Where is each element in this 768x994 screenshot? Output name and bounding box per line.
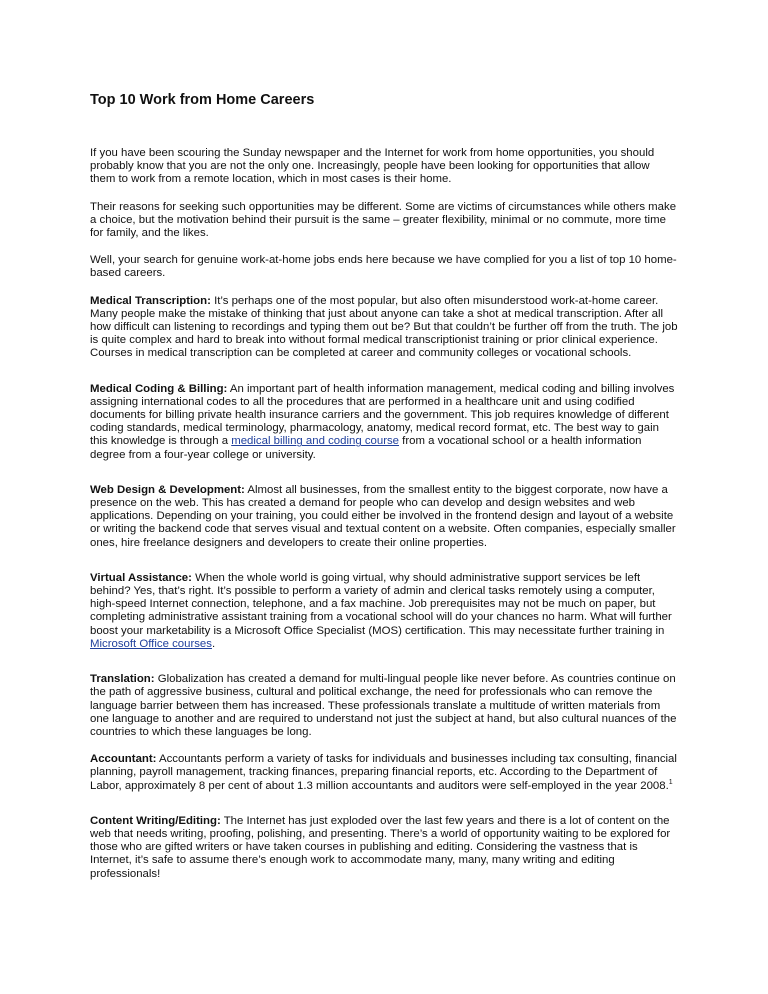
article-body bbox=[90, 147, 678, 881]
career-medical-transcription bbox=[90, 295, 678, 361]
page-title: Top 10 Work from Home Careers bbox=[90, 92, 315, 108]
intro-paragraph: If you have been scouring the Sunday newspaper and the Internet for work from home opportunities, you should probably know that you are not the only one. Increasingly, people have been looking for opportunities that allow them to work from a remote location, which in most cases is their home. bbox=[90, 147, 655, 186]
career-description: Almost all businesses, from the smallest entity to the biggest corporate, now have a presence on the web. This has created a demand for people who can develop and design websites and web applications. Depending on your training, you could either be involved in the frontend design and layout of a website or writing the backend code that serves visual and textual content on a website. Often companies, especially smaller ones, hire freelance designers and developers to create their online properties. bbox=[90, 483, 676, 549]
career-term: Translation: bbox=[90, 673, 155, 686]
career-description: Globalization has created a demand for multi-lingual people like never before. As countries continue on the path of aggressive business, cultural and political exchange, the need for professionals who can remove the language barrier between them has increased. These professionals translate a multitude of written materials from one language to another and are required to understand not just the subject at hand, but also cultural nuances of the countries to which these languages be long. bbox=[90, 673, 677, 738]
career-term: Content Writing/Editing: bbox=[90, 814, 221, 827]
career-term: Medical Transcription: bbox=[90, 294, 211, 307]
career-description: When the whole world is going virtual, why should administrative support services be left behind? Yes, that’s right. It’s possible to perform a variety of admin and clerical tasks remotely using a computer, high-speed Internet connection, telephone, and a fax machine. Job prerequisites may not be much on paper, but completing administrative assistant training from a vocational school will do your chances no harm. What will further boost your marketability is a Microsoft Office Specialist (MOS) certification. This may necessitate further training in bbox=[90, 571, 672, 637]
career-description: from a vocational school or a health information degree from a four-year college or university. bbox=[90, 435, 642, 461]
career-virtual-assistance bbox=[90, 572, 678, 651]
career-term: Accountant: bbox=[90, 753, 157, 766]
intro-paragraph: Well, your search for genuine work-at-home jobs ends here because we have complied for you a list of top 10 home-based careers. bbox=[90, 254, 677, 280]
career-web-design bbox=[90, 484, 678, 550]
career-term: Virtual Assistance: bbox=[90, 571, 192, 584]
career-description: . bbox=[211, 637, 216, 650]
career-description: It’s perhaps one of the most popular, but also often misunderstood work-at-home career. Many people make the mistake of thinking that just about anyone can take a shot at medical transcription. After all how difficult can listening to recordings and typing them out be? But that couldn’t be further off from the truth. The job is quite complex and hard to break into without formal medical transcriptionist training or prior clinical experience. Courses in medical transcription can be completed at career and community colleges or vocational schools. bbox=[90, 294, 678, 360]
medical-billing-course-link[interactable]: medical billing and coding course bbox=[231, 435, 400, 448]
career-term: Medical Coding & Billing: bbox=[90, 382, 228, 395]
career-description: An important part of health information management, medical coding and billing involves assigning international codes to all the procedures that are performed in a healthcare unit and using codified documents for billing private health insurance carriers and the government. This job requires knowledge of different coding standards, medical terminology, pharmacology, anatomy, medical record format, etc. The best way to gain this knowledge is through a bbox=[90, 382, 675, 448]
career-description: The Internet has just exploded over the last few years and there is a lot of content on the web that needs writing, proofing, polishing, and presenting. There’s a world of opportunity waiting to be explored for those who are gifted writers or have taken courses in publishing and editing. Considering the vastness that is Internet, it’s safe to assume there’s enough work to accommodate many, many, many writing and editing professionals! bbox=[90, 814, 671, 880]
career-term: Web Design & Development: bbox=[90, 483, 245, 496]
footnote-marker: 1 bbox=[668, 778, 673, 786]
career-translation bbox=[90, 673, 678, 739]
career-medical-coding bbox=[90, 383, 678, 462]
career-accountant bbox=[90, 753, 678, 793]
intro-paragraph: Their reasons for seeking such opportunities may be different. Some are victims of circumstances while others make a choice, but the motivation behind their pursuit is the same – greater flexibility, minimal or no commute, more time for family, and the likes. bbox=[90, 200, 677, 240]
career-description: Accountants perform a variety of tasks for individuals and businesses including tax consulting, financial planning, payroll management, tracking finances, preparing financial reports, etc. According to the Department of Labor, approximately 8 per cent of about 1.3 million accountants and auditors were self-employed in the year 2008. bbox=[90, 753, 677, 792]
career-content-writing bbox=[90, 815, 678, 881]
microsoft-office-courses-link[interactable]: Microsoft Office courses bbox=[90, 637, 212, 650]
